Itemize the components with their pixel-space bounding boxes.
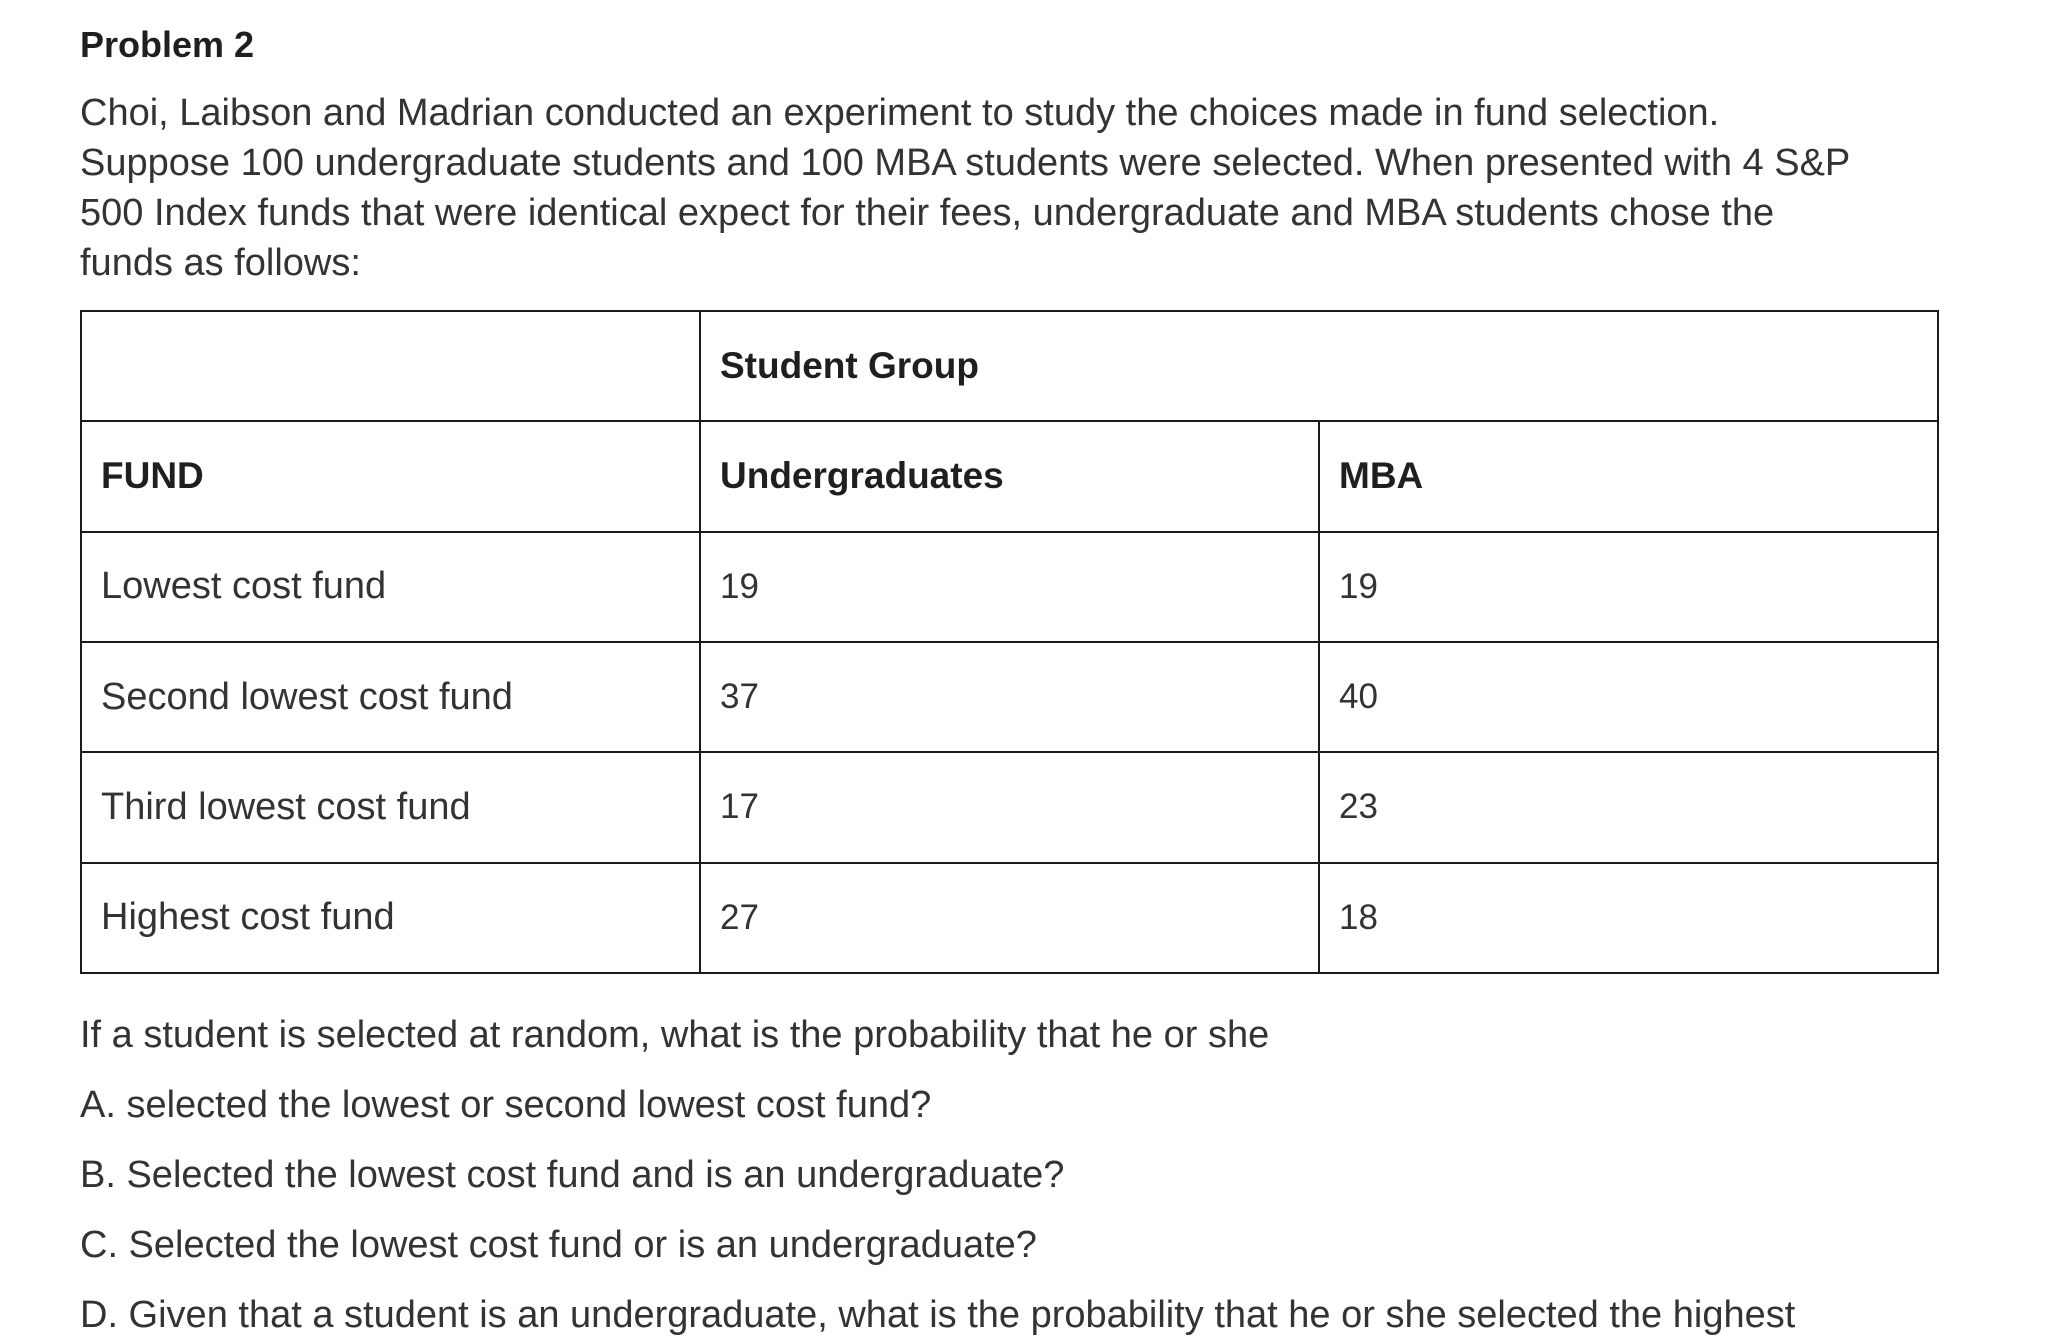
fund-selection-table (80, 310, 1939, 974)
fund-name-cell: Lowest cost fund (81, 532, 700, 642)
problem-intro (80, 88, 1960, 288)
fund-column-header: FUND (81, 421, 700, 531)
table-group-header-row (81, 311, 1938, 421)
fund-name-cell: Third lowest cost fund (81, 752, 700, 862)
fund-name-cell: Highest cost fund (81, 863, 700, 973)
question-item-c: C. Selected the lowest cost fund or is an undergraduate? (80, 1224, 1037, 1266)
table-row (81, 642, 1938, 752)
undergraduates-count-cell: 37 (700, 642, 1319, 752)
intro-line: 500 Index funds that were identical expect for their fees, undergraduate and MBA students chose the (80, 192, 1775, 234)
undergraduates-count-cell: 19 (700, 532, 1319, 642)
table-empty-cell (81, 311, 700, 421)
mba-count-cell: 40 (1319, 642, 1938, 752)
table-row (81, 863, 1938, 973)
problem-title: Problem 2 (80, 24, 255, 65)
table-row (81, 752, 1938, 862)
undergraduates-count-cell: 17 (700, 752, 1319, 862)
question-item-d: D. Given that a student is an undergraduate, what is the probability that he or she selected the highest (80, 1294, 1796, 1336)
student-group-header: Student Group (700, 311, 1938, 421)
intro-line: Suppose 100 undergraduate students and 100 MBA students were selected. When presented with 4 S&P (80, 142, 1851, 184)
intro-line: Choi, Laibson and Madrian conducted an experiment to study the choices made in fund selection. (80, 92, 1720, 134)
question-item-a: A. selected the lowest or second lowest cost fund? (80, 1084, 932, 1126)
mba-count-cell: 23 (1319, 752, 1938, 862)
mba-count-cell: 18 (1319, 863, 1938, 973)
undergraduates-column-header: Undergraduates (700, 421, 1319, 531)
question-prompt: If a student is selected at random, what is the probability that he or she (80, 1014, 1270, 1056)
mba-count-cell: 19 (1319, 532, 1938, 642)
mba-column-header: MBA (1319, 421, 1938, 531)
intro-line: funds as follows: (80, 242, 361, 284)
undergraduates-count-cell: 27 (700, 863, 1319, 973)
fund-name-cell: Second lowest cost fund (81, 642, 700, 752)
table-row (81, 532, 1938, 642)
question-item-b: B. Selected the lowest cost fund and is an undergraduate? (80, 1154, 1065, 1196)
table-column-header-row (81, 421, 1938, 531)
